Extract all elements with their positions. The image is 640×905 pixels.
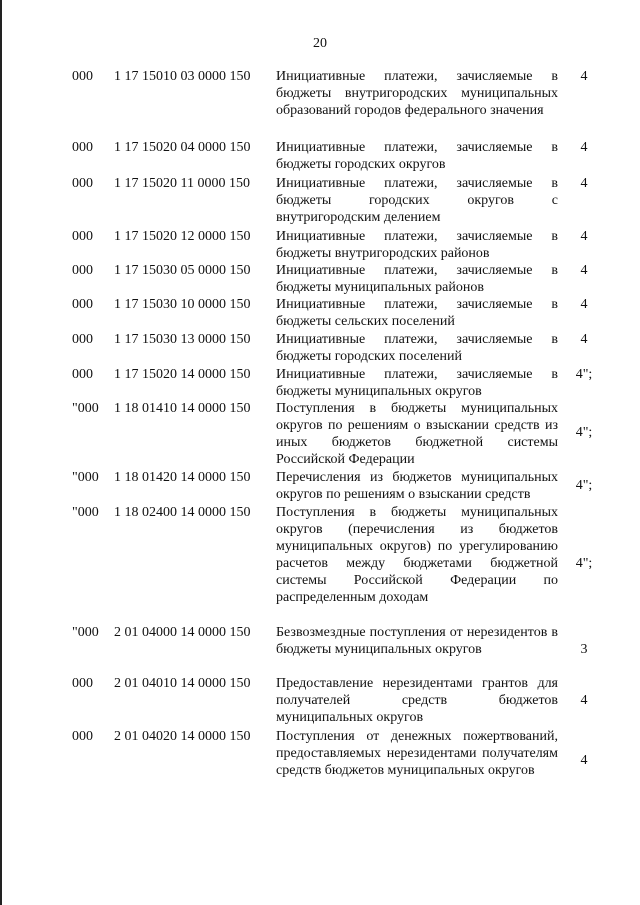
admin-code: 000 — [72, 676, 93, 691]
revenue-name: Предоставление нерезидентами грантов для получателей средств бюджетов муниципальных округов — [276, 676, 558, 725]
norm-value: 4 — [580, 693, 588, 708]
budget-code: 1 17 15030 05 0000 150 — [114, 263, 251, 278]
admin-code: "000 — [72, 470, 99, 485]
revenue-name: Инициативные платежи, зачисляемые в бюджеты муниципальных округов — [276, 367, 558, 399]
norm-value: 4"; — [575, 367, 593, 382]
revenue-name: Инициативные платежи, зачисляемые в бюджеты сельских поселений — [276, 297, 558, 329]
norm-value: 4 — [580, 69, 588, 84]
norm-value: 4"; — [575, 425, 593, 440]
table-row — [0, 139, 640, 173]
budget-code: 1 17 15030 13 0000 150 — [114, 332, 251, 347]
budget-code: 1 17 15030 10 0000 150 — [114, 297, 251, 312]
budget-code: 1 17 15020 11 0000 150 — [114, 176, 250, 191]
norm-value: 4 — [580, 176, 588, 191]
table-row — [0, 175, 640, 226]
table-row — [0, 366, 640, 400]
admin-code: "000 — [72, 625, 99, 640]
budget-code: 2 01 04020 14 0000 150 — [114, 729, 251, 744]
revenue-name: Инициативные платежи, зачисляемые в бюджеты внутригородских муниципальных образований городов федерального значения — [276, 69, 558, 118]
table-row — [0, 296, 640, 330]
table-row — [0, 675, 640, 726]
table-row — [0, 728, 640, 796]
revenue-name: Безвозмездные поступления от нерезидентов в бюджеты муниципальных округов — [276, 625, 558, 657]
table-row — [0, 68, 640, 136]
norm-value: 3 — [580, 642, 588, 657]
norm-value: 4"; — [575, 478, 593, 493]
table-row — [0, 262, 640, 296]
admin-code: 000 — [72, 332, 93, 347]
revenue-name: Поступления в бюджеты муниципальных округов по решениям о взыскании средств из иных бюджетов бюджетной системы Российской Федерации — [276, 401, 558, 467]
admin-code: 000 — [72, 176, 93, 191]
revenue-name: Инициативные платежи, зачисляемые в бюджеты городских округов с внутригородским делением — [276, 176, 558, 225]
table-row — [0, 228, 640, 262]
revenue-name: Поступления от денежных пожертвований, предоставляемых нерезидентами получателям средств бюджетов муниципальных округов — [276, 729, 558, 778]
budget-code: 1 17 15020 14 0000 150 — [114, 367, 251, 382]
table-row — [0, 331, 640, 365]
norm-value: 4 — [580, 140, 588, 155]
admin-code: 000 — [72, 729, 93, 744]
norm-value: 4 — [580, 263, 588, 278]
revenue-name: Перечисления из бюджетов муниципальных округов по решениям о взыскании средств — [276, 470, 558, 502]
norm-value: 4"; — [575, 556, 593, 571]
budget-code: 2 01 04010 14 0000 150 — [114, 676, 251, 691]
admin-code: "000 — [72, 401, 99, 416]
budget-code: 1 17 15020 04 0000 150 — [114, 140, 251, 155]
admin-code: 000 — [72, 297, 93, 312]
table-row — [0, 624, 640, 675]
budget-code: 1 17 15020 12 0000 150 — [114, 229, 251, 244]
norm-value: 4 — [580, 332, 588, 347]
admin-code: 000 — [72, 229, 93, 244]
budget-code: 1 17 15010 03 0000 150 — [114, 69, 251, 84]
norm-value: 4 — [580, 753, 588, 768]
admin-code: "000 — [72, 505, 99, 520]
revenue-name: Инициативные платежи, зачисляемые в бюджеты городских округов — [276, 140, 558, 172]
norm-value: 4 — [580, 229, 588, 244]
budget-code: 2 01 04000 14 0000 150 — [114, 625, 251, 640]
revenue-name: Инициативные платежи, зачисляемые в бюджеты муниципальных районов — [276, 263, 558, 295]
admin-code: 000 — [72, 140, 93, 155]
table-row — [0, 469, 640, 503]
revenue-name: Инициативные платежи, зачисляемые в бюджеты городских поселений — [276, 332, 558, 364]
table-row — [0, 400, 640, 468]
admin-code: 000 — [72, 263, 93, 278]
norm-value: 4 — [580, 297, 588, 312]
budget-code: 1 18 01420 14 0000 150 — [114, 470, 251, 485]
revenue-name: Инициативные платежи, зачисляемые в бюджеты внутригородских районов — [276, 229, 558, 261]
admin-code: 000 — [72, 69, 93, 84]
budget-code: 1 18 02400 14 0000 150 — [114, 505, 251, 520]
table-row — [0, 504, 640, 623]
page-number: 20 — [313, 36, 327, 51]
revenue-name: Поступления в бюджеты муниципальных округов (перечисления из бюджетов муниципальных округов) по урегулированию расчетов между бюджетами бюджетной системы Российской Федерации по распределенным доходам — [276, 505, 558, 605]
admin-code: 000 — [72, 367, 93, 382]
budget-code: 1 18 01410 14 0000 150 — [114, 401, 251, 416]
